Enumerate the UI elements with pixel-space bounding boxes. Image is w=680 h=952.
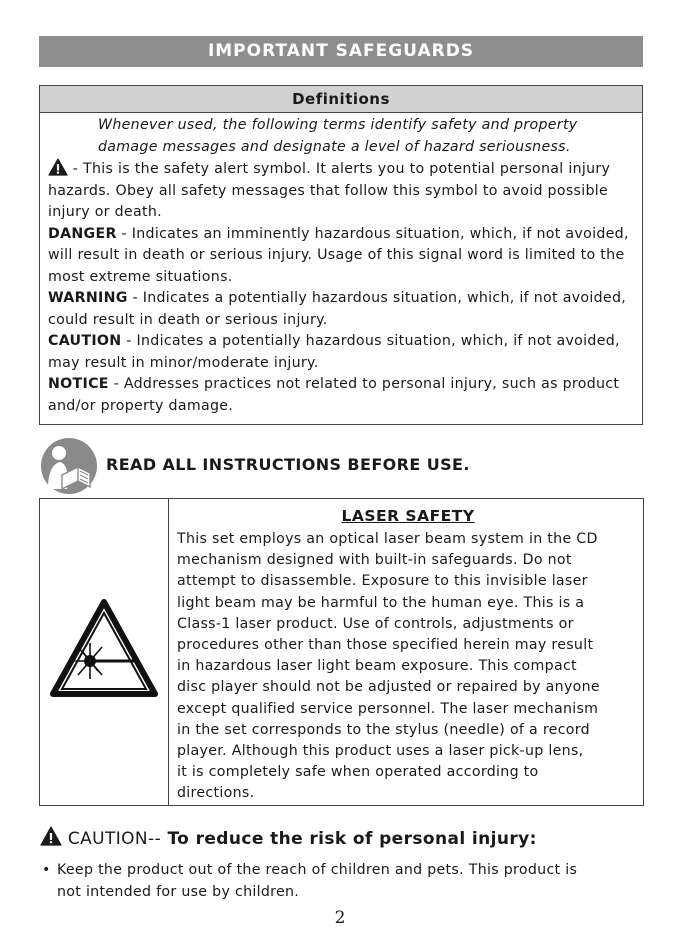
caution-title: To reduce the risk of personal injury: xyxy=(161,829,537,849)
term-description: - Addresses practices not related to personal injury, such as product and/or property damage. xyxy=(48,376,620,414)
alert-symbol-text: - This is the safety alert symbol. It alerts you to potential personal injury hazards. Obey all safety messages that follow this symbol to avoid possible injury or death. xyxy=(48,161,611,220)
laser-safety-content xyxy=(177,505,639,805)
page-number: 2 xyxy=(334,908,346,928)
read-instructions-heading: READ ALL INSTRUCTIONS BEFORE USE. xyxy=(106,455,470,474)
term-description: - Indicates an imminently hazardous situation, which, if not avoided, will result in death or serious injury. Usage of this signal word is limited to the most extreme situations. xyxy=(48,225,629,285)
alert-symbol-paragraph xyxy=(48,158,635,224)
bullet-mark: • xyxy=(42,862,51,878)
definitions-box xyxy=(39,85,643,425)
definitions-heading: Definitions xyxy=(40,86,642,113)
term-label: NOTICE xyxy=(48,376,109,392)
bullet-text: Keep the product out of the reach of children and pets. This product is not intended for use by children. xyxy=(57,862,578,900)
definition-notice xyxy=(48,374,635,417)
caution-alert-icon xyxy=(40,826,62,846)
term-label: CAUTION xyxy=(48,333,122,349)
caution-heading xyxy=(40,826,537,849)
read-instructions-row xyxy=(40,437,640,495)
definition-warning xyxy=(48,288,635,331)
read-manual-icon xyxy=(40,437,98,495)
safety-alert-icon xyxy=(48,158,68,176)
definitions-intro: Whenever used, the following terms identify safety and property damage messages and designate a level of hazard seriousness. xyxy=(98,117,578,155)
page-title-banner: IMPORTANT SAFEGUARDS xyxy=(39,36,643,67)
laser-safety-body: This set employs an optical laser beam system in the CD mechanism designed with built-in safeguards. Do not attempt to disassemble. Exposure to this invisible laser light beam may be harmful to the human eye. This is a Class-1 laser product. Use of controls, adjustments or procedures other than those specified herein may result in hazardous laser light beam exposure. This compact disc player should not be adjusted or repaired by anyone except qualified service personnel. The laser mechanism in the set corresponds to the stylus (needle) of a record player. Although this product uses a laser pick-up lens, it is completely safe when operated according to directions. xyxy=(177,531,600,802)
laser-icon-cell xyxy=(40,499,169,805)
laser-safety-title: LASER SAFETY xyxy=(341,507,475,525)
laser-safety-box xyxy=(39,498,644,806)
definition-caution xyxy=(48,331,635,374)
caution-label: CAUTION-- xyxy=(67,829,162,849)
definitions-body xyxy=(40,113,642,417)
term-description: - Indicates a potentially hazardous situation, which, if not avoided, could result in death or serious injury. xyxy=(48,290,627,328)
laser-hazard-icon xyxy=(50,599,158,697)
term-description: - Indicates a potentially hazardous situation, which, if not avoided, may result in minor/moderate injury. xyxy=(48,333,620,371)
definition-danger xyxy=(48,224,635,289)
term-label: WARNING xyxy=(48,290,128,306)
term-label: DANGER xyxy=(48,225,117,242)
